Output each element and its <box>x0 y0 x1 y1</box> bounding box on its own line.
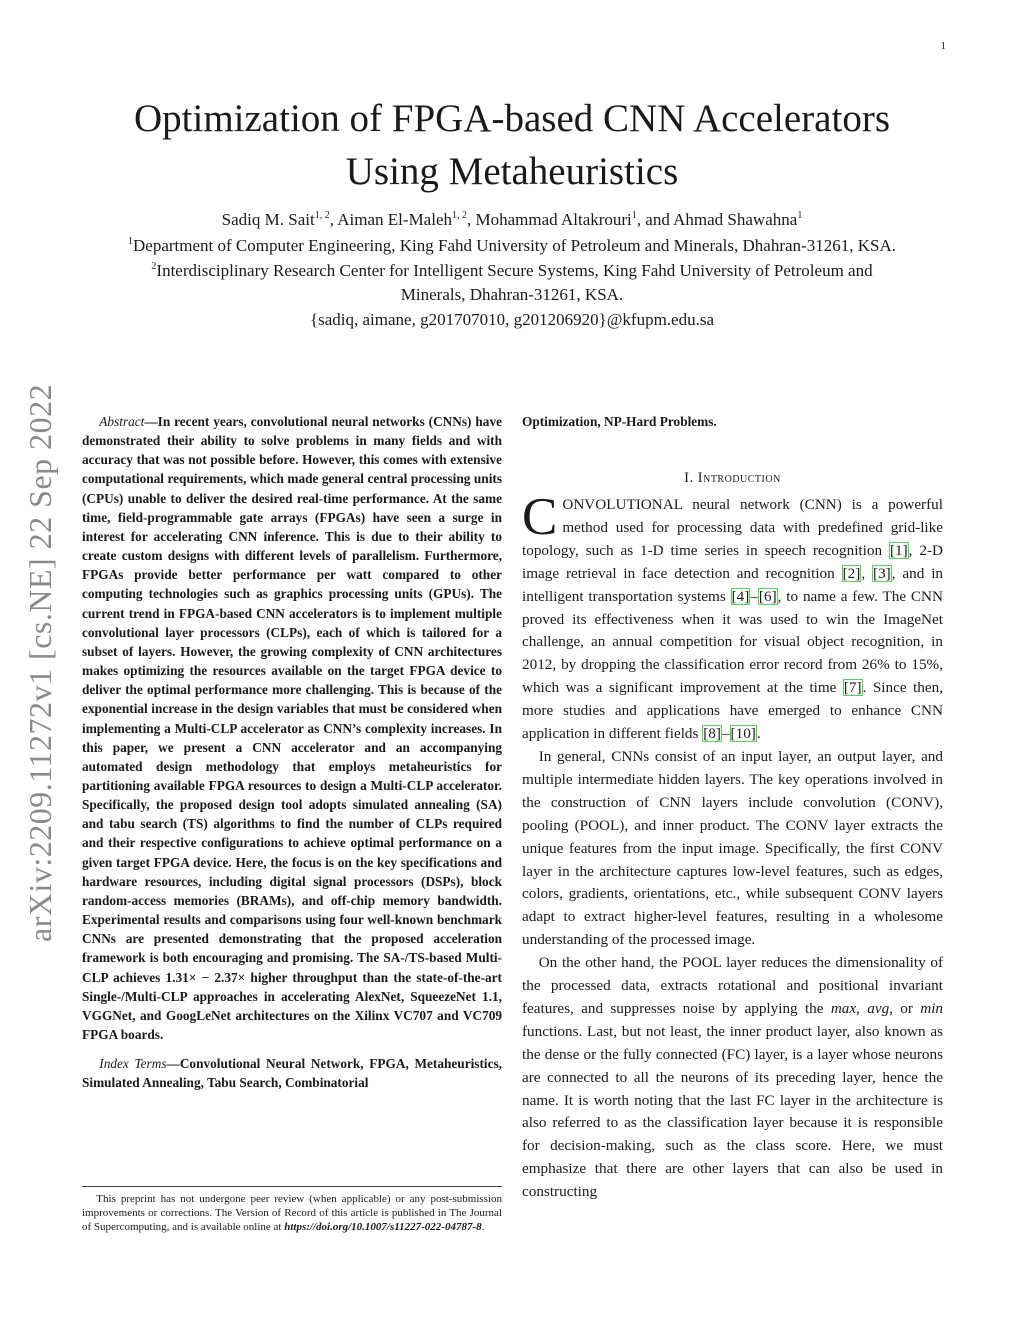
author-name: Sadiq M. Sait <box>221 210 315 229</box>
title-line-1: Optimization of FPGA-based CNN Accelerators <box>133 97 890 140</box>
author-name: Aiman El-Maleh <box>337 210 452 229</box>
paper-title <box>80 92 944 198</box>
author-affil-sup: 1 <box>631 210 637 221</box>
citation-link[interactable]: [2] <box>842 564 861 582</box>
citation-link[interactable]: [8] <box>703 725 721 743</box>
abstract-text: —In recent years, convolutional neural networks (CNNs) have demonstrated their ability to solve problems in many fields and with accuracy that was not possible before. However, this comes with extensive computational requirements, which made general central processing units (CPUs) unable to deliver the desired real-time performance. At the same time, field-programmable gate arrays (FPGAs) have seen a surge in interest for accelerating CNN inference. This is due to their ability to create custom designs with different levels of parallelism. Furthermore, FPGAs provide better performance per watt compared to other computing technologies such as graphics processing units (GPUs). The current trend in FPGA-based CNN accelerators is to implement multiple convolutional layer processors (CLPs), each of which is tailored for a subset of layers. However, the growing complexity of CNN architectures makes optimizing the resources available on the target FPGA device to deliver the optimal performance more challenging. This is because of the exponential increase in the design variables that must be considered when implementing a Multi-CLP accelerator as CNN’s complexity increases. In this paper, we present a CNN accelerator and an accompanying automated design methodology that employs metaheuristics for partitioning available FPGA resources to design a Multi-CLP accelerator. Specifically, the proposed design tool adopts simulated annealing (SA) and tabu search (TS) algorithms to find the number of CLPs required and their respective configurations to achieve optimal performance on a given target FPGA device. Here, the focus is on the key specifications and hardware resources, including digital signal processors (DSPs), block random-access memories (BRAMs), and off-chip memory bandwidth. Experimental results and comparisons using four well-known benchmark CNNs are presented demonstrating that the proposed acceleration framework is both encouraging and promising. The SA-/TS-based Multi-CLP achieves 1.31× − 2.37× higher throughput than the state-of-the-art Single-/Multi-CLP approaches in accelerating AlexNet, SqueezeNet 1.1, VGGNet, and GoogLeNet architectures on the Xilinx VC707 and VC709 FPGA boards. <box>82 414 502 1042</box>
intro-paragraph-3: On the other hand, the POOL layer reduces the dimensionality of the processed data, extracts rotational and positional invariant features, and suppresses noise by applying the max, avg, or min functions. Last, but not least, the inner product layer, also known as the dense or the fully connected (FC) layer, is a layer whose neurons are connected to all the neurons of its preceding layer, hence the name. It is worth noting that the last FC layer in the architecture is also referred to as the classification layer because it is responsible for decision-making, such as the class score. Here, we must emphasize that there are other layers that can also be used in constructing <box>522 954 944 1201</box>
right-column <box>522 412 943 1204</box>
citation-link[interactable]: [4] <box>731 587 750 605</box>
index-terms-paragraph <box>82 1054 502 1092</box>
citation-link[interactable]: [10] <box>730 725 756 743</box>
citation-link[interactable]: [6] <box>758 587 777 605</box>
math-max: max <box>830 999 857 1017</box>
abstract-paragraph <box>82 412 502 1044</box>
footnote <box>82 1186 502 1234</box>
section-title: Introduction <box>697 470 781 486</box>
doi-link[interactable]: https://doi.org/10.1007/s11227-022-04787-8 <box>284 1221 482 1233</box>
citation-link[interactable]: [3] <box>873 564 891 582</box>
intro-paragraph-2: In general, CNNs consist of an input layer, an output layer, and multiple intermediate hidden layers. The key operations involved in the construction of CNN layers include convolution (CONV), pooling (POOL), and inner product. The CONV layer extracts the unique features from the input image. Specifically, the first CONV layer in the architecture captures low-level features, such as edges, colors, gradients, orientations, etc., while subsequent CONV layers adapt to extract higher-level features, resulting in a wholesome understanding of the processed image. <box>522 747 943 949</box>
math-min: min <box>920 999 944 1017</box>
index-terms-label: Index Terms <box>99 1056 167 1072</box>
arxiv-stamp: arXiv:2209.11272v1 [cs.NE] 22 Sep 2022 <box>22 383 58 942</box>
section-heading <box>522 468 943 488</box>
citation-link[interactable]: [7] <box>843 679 862 697</box>
affiliation-2 <box>70 259 954 284</box>
author-affil-sup: 1 <box>797 210 803 221</box>
citation-link[interactable]: [1] <box>889 541 908 559</box>
abstract-section <box>82 412 502 1092</box>
title-line-2: Using Metaheuristics <box>345 150 679 193</box>
intro-paragraph-1: CONVOLUTIONAL neural network (CNN) is a powerful method used for processing data with predefined grid-like topology, such as 1-D time series in speech recognition [1], 2-D image retrieval in face detection and recognition [2], [3], and in intelligent transportation systems [4]–[6], to name a few. The CNN proved its effectiveness when it was used to win the ImageNet challenge, an annual competition for visual object recognition, in 2012, by dropping the classification error record from 26% to 15%, which was a significant improvement at the time [7]. Since then, more studies and applications have emerged to enhance CNN application in different fields [8]–[10]. <box>522 488 944 743</box>
index-terms-text: —Convolutional Neural Network, FPGA, Metaheuristics, Simulated Annealing, Tabu Search, Combinatorial <box>82 1056 502 1091</box>
drop-cap: C <box>522 488 558 546</box>
affiliation-2-cont: Minerals, Dhahran-31261, KSA. <box>400 285 624 304</box>
index-terms-continuation: Optimization, NP-Hard Problems. <box>522 414 717 429</box>
author-list <box>80 208 944 232</box>
author-affil-sup: 1, 2 <box>314 210 330 221</box>
affiliation-sup: 2 <box>151 260 157 272</box>
affiliation-text: Department of Computer Engineering, King Fahd University of Petroleum and Minerals, Dhahran-31261, KSA. <box>133 236 896 255</box>
abstract-label: Abstract <box>99 414 145 429</box>
section-number: I. <box>684 470 694 486</box>
author-affil-sup: 1, 2 <box>452 210 467 221</box>
affiliation-text: Interdisciplinary Research Center for Intelligent Secure Systems, King Fahd University of Petroleum and <box>156 260 873 280</box>
author-separator: , <box>329 210 338 229</box>
author-separator: , <box>467 210 476 229</box>
author-separator: , and <box>636 210 674 229</box>
page-number: 1 <box>940 40 946 52</box>
affiliations <box>70 234 954 332</box>
affiliation-1 <box>70 234 954 259</box>
math-avg: avg <box>867 999 890 1017</box>
affiliation-sup: 1 <box>128 236 134 247</box>
author-name: Mohammad Altakrouri <box>475 210 632 229</box>
footnote-text: This preprint has not undergone peer review (when applicable) or any post-submission improvements or corrections. The Version of Record of this article is published in The Journal of Supercomputing, and is available online at https://doi.org/10.1007/s11227-022-04787-8. <box>82 1193 502 1233</box>
author-name: Ahmad Shawahna <box>673 210 798 229</box>
author-emails: {sadiq, aimane, g201707010, g201206920}@kfupm.edu.sa <box>309 309 715 329</box>
